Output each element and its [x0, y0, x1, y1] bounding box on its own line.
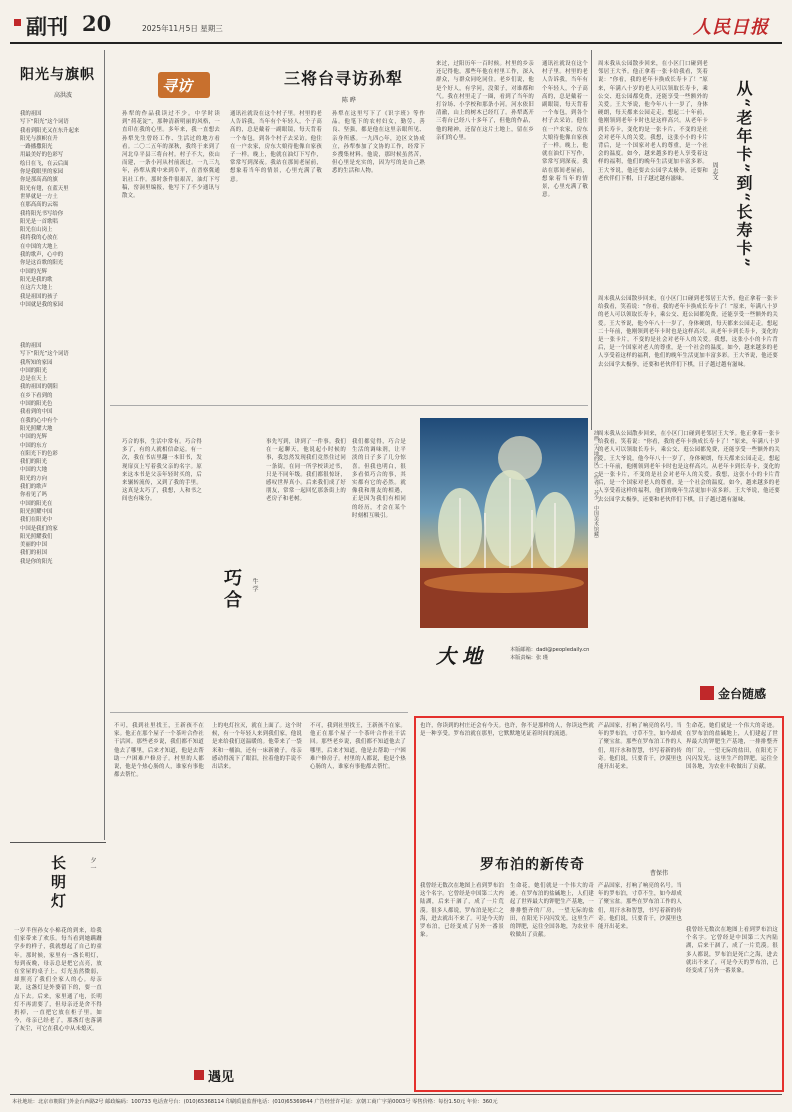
toc-item: 在这片大地上 [20, 285, 53, 292]
column-stamp [700, 683, 780, 705]
bottom-right-article [418, 720, 780, 1088]
toc-item: 我的歌声，心中的 [20, 252, 64, 259]
toc-item: 在那高高的云端 [20, 202, 58, 209]
yujian-text: 遇见 [208, 1070, 235, 1085]
right-intro: 周末我从公园散步回来，在小区门口碰到老邻居王大爷。他正拿着一张卡给我看，笑着说：“你看，我的老年卡换成长寿卡了！”原来，年满八十岁的老人可以领取长寿卡，乘公交、逛公园都免费，还能享受一些额外的关爱。王大爷说，他今年八十一岁了，身体硬朗，每天都来公园走走。想起二十年前，他刚领到老年卡时也是这样高兴。从老年卡到长寿卡，变化的是一张卡片，不变的是社会对老年人的关爱。我想，这张小小的卡片背后，是一个国家对老人的尊重，是一个社会的温度。如今，越来越多的老人享受着这样的福利，他们的晚年生活更加丰富多彩。王大爷说，他还要去公园学太极拳，还要和老伙伴们下棋，日子越过越有滋味。 [598, 61, 708, 182]
toc-item: 你是我眼里的家园 [20, 169, 64, 176]
toc-item: 世界就是一方土 [20, 193, 58, 200]
issue-date: 2025年11月5日 星期三 [142, 24, 223, 33]
lbp-author: 曹保伟 [650, 870, 669, 877]
column-badge-text: 寻访 [162, 77, 193, 95]
toc-item: 阳光照耀中国 [20, 508, 53, 515]
toc-list-1 [20, 110, 98, 320]
toc-item: 我将阳光书写给你 [20, 210, 64, 217]
right-column [596, 50, 782, 420]
lbp-col-2: 生命花，她们就是一个伟大的奇迹。在罗布泊的盐碱地上，人们建起了世界最大的钾肥生产基地，一排排整齐的厂房，一望无际的盐田，在阳光下闪闪发光。这里生产的钾肥，运往全国各地，为农业丰收做出了贡献。 [510, 883, 594, 939]
toc-list-2 [20, 342, 98, 834]
changmingdeng-body: 一岁半侄孙女小棉花的到来，给我们家带来了欢乐。每当看到她蹒跚学步的样子，我就想起了自己的童年。那时候，家里有一盏长明灯，每到夜晚，母亲总是把它点亮，放在堂屋的桌子上。灯光虽然微弱，却照亮了我们全家人的心。母亲说，这盏灯是外婆留下的，要一直点下去。后来，家里通了电，长明灯不再需要了，但母亲还是舍不得扔掉，一直把它放在柜子里。如今，母亲已经老了，那盏灯也落满了灰尘，可它在我心中从未熄灭。 [14, 928, 102, 1033]
toc-item: 中国的阳光在 [20, 500, 53, 507]
toc-item: 中国的光辉 [20, 434, 47, 441]
toc-item: 阳光照耀我们 [20, 533, 53, 540]
toc-item: 在我的心中有个 [20, 417, 58, 424]
toc-item: 我看到阳光又在东升起来 [20, 127, 80, 134]
qiaohe-col-1: 巧合的事，生活中常有。巧合得多了，有的人就相信命运。有一次，我在书店里翻一本旧书，发现扉页上写着我父亲的名字。原来这本书是父亲年轻时买的，后来辗转流传，又到了我的手里。这真是太巧了，我想，人和书之间也有缘分。 [122, 439, 202, 503]
article-author: 陈 晔 [342, 97, 356, 104]
lbp-col-3: 产品国家，打响了响亮的名号。当年的罗布泊，寸草不生，如今却成了聚宝盆。那些在罗布泊工作的人们，用汗水和智慧，书写着新的传奇。他们说，只要肯干，沙漠里也能开出花来。 [598, 883, 682, 931]
column-name: 金台随感 [718, 687, 767, 701]
right-body-lower: 周末我从公园散步回来，在小区门口碰到老邻居王大爷。他正拿着一张卡给我看，笑着说：“你看，我的老年卡换成长寿卡了！”原来，年满八十岁的老人可以领取长寿卡，乘公交、逛公园都免费，还能享受一些额外的关爱。王大爷说，他今年八十一岁了，身体硬朗，每天都来公园走走。想起二十年前，他刚领到老年卡时也是这样高兴。从老年卡到长寿卡，变化的是一张卡片，不变的是社会对老年人的关爱。我想，这张小小的卡片背后，是一个国家对老人的尊重，是一个社会的温度。如今，越来越多的老人享受着这样的福利，他们的晚年生活更加丰富多彩。王大爷说，他还要去公园学太极拳，还要和老伙伴们下棋，日子越过越有滋味。 [598, 431, 780, 503]
left-title: 阳光与旗帜 [20, 67, 95, 83]
painting-caption: 油画《大地的风》（作者：苏少，中国美术馆藏） [593, 430, 599, 542]
toc-item: 中国就是我的家园 [20, 301, 64, 308]
article-col-1: 孙犁的作品我读过不少。中学时读到“荷花淀”，那种清新明丽的风格，一直印在我的心里。多年来，我一直想去孙犁先生曾经工作、生活过的地方看看。二〇二五年的深秋，我终于来到了河北阜平县三将台村。村子不大，依山而建，一条小河从村前流过。一九三九年，孙犁从冀中来到阜平，在晋察冀通讯社工作。那时条件很艰苦，油灯下写稿，窑洞里编报，他写下了不少通讯与散文。 [122, 111, 220, 200]
lbp-col-mid-top: 产品国家，打响了响亮的名号。当年的罗布泊，寸草不生，如今却成了聚宝盆。那些在罗布泊工作的人们，用汗水和智慧，书写着新的传奇。他们说，只要肯干，沙漠里也能开出花来。 [598, 723, 682, 771]
article-col-3: 孙犁在这里写下了《识字班》等作品。他笔下的农村妇女，勤劳、善良、坚强，都是他在这里亲眼所见、亲身所感。一九四○年，边区文协成立，孙犁参加了文协的工作，经常下乡搜集材料。他说，那时候虽然苦，但心里是充实的，因为写的是自己熟悉的生活和人物。 [332, 111, 425, 175]
toc-item: 中国的阳光 [20, 367, 47, 374]
bottom-mid-article [110, 718, 408, 1090]
toc-item: 在阳光下的色彩 [20, 450, 58, 457]
toc-item: 中国的阳光色 [20, 401, 53, 408]
yujian-logo [194, 1066, 250, 1084]
toc-item: 我是祖国的孩子 [20, 293, 58, 300]
toc-item: 一路播撒阳光 [20, 144, 53, 151]
toc-item: 我们的阳光 [20, 459, 47, 466]
lbp-col-right-top: 生命花，她们就是一个伟大的奇迹。在罗布泊的盐碱地上，人们建起了世界最大的钾肥生产基地，一排排整齐的厂房，一望无际的盐田，在阳光下闪闪发光。这里生产的钾肥，运往全国各地，为农业丰收做出了贡献。 [686, 723, 778, 771]
toc-item: 写下“阳光”这个词语 [20, 119, 69, 126]
toc-item: 你是那高高的旗 [20, 177, 58, 184]
qiaohe-author: 牛 学 [251, 578, 258, 592]
toc-item: 我所知的家园 [20, 359, 53, 366]
top-article [110, 50, 590, 400]
dadi-title: 大地 [436, 644, 488, 668]
toc-item: 写下“阳光”这个词语 [20, 351, 69, 358]
lbp-col-1: 我曾经无数次在地图上看到罗布泊这个名字。它曾经是中国第二大内陆湖，后来干涸了，成了一片荒漠。很多人都说，罗布泊是死亡之海，进去就出不来了。可是今天的罗布泊，已经变成了另外一番景象。 [420, 883, 504, 939]
toc-item: 我是你的阳光 [20, 558, 53, 565]
lbp-col-4: 我曾经无数次在地图上看到罗布泊这个名字。它曾经是中国第二大内陆湖，后来干涸了，成了一片荒漠。很多人都说，罗布泊是死亡之海，进去就出不来了。可是今天的罗布泊，已经变成了另外一番景象。 [686, 927, 778, 975]
page-footer: 本社地址：北京市朝阳门外金台西路2号 邮政编码：100733 电话查号台：(010)65368114 印刷质量监督电话：(010)65369844 广告经营许可证：京朝工商广字第0003号 零售价格：每份1.50元 年价：360元 [12, 1099, 498, 1105]
toc-item: 阳光是我的歌 [20, 276, 53, 283]
qiaohe-col-3: 我们都觉得，巧合是生活的调味剂，让平淡的日子多了几分惊喜。但我也明白，很多看似巧合的事，其实都有它的必然。就像我和朋友的相遇，正是因为我们有相同的经历，才会在某个时刻相互吸引。 [352, 439, 406, 519]
toc-item: 我的祖国的朝阳 [20, 384, 58, 391]
toc-item: 你是这首歌的阳光 [20, 260, 64, 267]
toc-item: 阳光是一首歌唱 [20, 218, 58, 225]
yujian-square-icon [194, 1070, 204, 1080]
qiaohe-col-2: 事先写到，讲到了一件事。我们在一起聊天，他说起小时候的事，我忽然发现我们竟然住过同一条街，在同一所学校读过书，只是不同年级。我们都很惊讶，感叹世界真小。后来我们成了好朋友，常常一起回忆那条街上的老房子和老树。 [266, 439, 346, 503]
bottom-mid-col-1: 不可，我到社里找王，王新孩不在家。他正在那个屋子一个茶叶合作社干活回。那些老乡说，我们都不知道他去了哪里，后来才知道，他是去帮助一户困难户修房子。村里的人都说，他是个热心肠的人，谁家有事他都去帮忙。 [114, 723, 204, 779]
toc-item: 我的祖国 [20, 343, 42, 349]
article-col-2: 通讯社就设在这个村子里。村里的老人告诉我，当年有个年轻人，个子高高的，总是戴着一副眼镜，每天背着一个布包，到各个村子去采访。他住在一户农家，房东大娘待他像自家孩子一样。晚上，他就在油灯下写作，常常写到深夜。我站在那间老屋前，想象着当年的情景，心里充满了敬意。 [230, 111, 322, 183]
right-body: 周末我从公园散步回来，在小区门口碰到老邻居王大爷。他正拿着一张卡给我看，笑着说：“你看，我的老年卡换成长寿卡了！”原来，年满八十岁的老人可以领取长寿卡，乘公交、逛公园都免费，还能享受一些额外的关爱。王大爷说，他今年八十一岁了，身体硬朗，每天都来公园走走。想起二十年前，他刚领到老年卡时也是这样高兴。从老年卡到长寿卡，变化的是一张卡片，不变的是社会对老年人的关爱。我想，这张小小的卡片背后，是一个国家对老人的尊重，是一个社会的温度。如今，越来越多的老人享受着这样的福利，他们的晚年生活更加丰富多彩。王大爷说，他还要去公园学太极拳，还要和老伙伴们下棋，日子越过越有滋味。 [598, 296, 778, 368]
toc-item: 阳光与旗帜在升 [20, 135, 58, 142]
toc-item: 在乡下看到的 [20, 392, 53, 399]
left-author: 高洪波 [54, 92, 73, 99]
left-column [12, 54, 98, 839]
editor-info [510, 646, 590, 662]
masthead-logo: 人民日报 [693, 17, 769, 38]
toc-item: 美丽的中国 [20, 542, 47, 549]
changmingdeng-title: 长明灯 [49, 855, 67, 912]
bottom-mid-col-2: 上的电灯拉灭，就在上面了。这个时候，有一个年轻人来到我们家，他说是来给我们送温暖的。他带来了一袋米和一桶油，还有一床新被子。母亲感动得流下了眼泪，拉着他的手说不出话来。 [212, 723, 302, 771]
toc-item: 阳光照耀大地 [20, 425, 53, 432]
bottom-left-article [12, 845, 104, 1090]
toc-item: 中国的光辉 [20, 268, 47, 275]
right-title-line-1: 从“老年卡”到“长寿卡” [734, 80, 753, 269]
painting [420, 418, 588, 628]
header-square-icon [14, 19, 21, 26]
changmingdeng-author: 夕 一 [89, 857, 96, 871]
painting-image [420, 418, 588, 628]
page-number: 20 [82, 11, 112, 36]
toc-item: 绘日在飞，在云后面 [20, 160, 69, 167]
toc-item: 中国的大地 [20, 467, 47, 474]
toc-item: 中国的东方 [20, 442, 47, 449]
toc-item: 总是在天上 [20, 376, 47, 383]
toc-item: 阳光的方向 [20, 475, 47, 482]
toc-item: 我看到的中国 [20, 409, 53, 416]
toc-item: 阳光有翅，在蓝天里 [20, 185, 69, 192]
editor-name: 本版责编：张 瑾 [510, 655, 548, 661]
section-label: 副刊 [26, 14, 68, 39]
toc-item: 你看见了吗 [20, 492, 47, 499]
right-author: 周志文 [711, 162, 718, 180]
bottom-mid-col-3: 不可，我到社里找王，王新孩不在家。他正在那个屋子一个茶叶合作社干活回。那些老乡说，我们都不知道他去了哪里，后来才知道，他是去帮助一户困难户修房子。村里的人都说，他是个热心肠的人，谁家有事他都去帮忙。 [310, 723, 406, 771]
toc-item: 阳光在山岗上 [20, 227, 53, 234]
toc-item: 我们在阳光中 [20, 517, 53, 524]
stamp-icon [700, 686, 714, 700]
editor-email: 本版邮箱：dadi@peopledaily.cn [510, 647, 590, 653]
page-header [10, 10, 782, 46]
article-col-4: 来过，过阳历年一百时候。村里的乡亲还记得他，那些年他在村里工作，深入群众，与群众同吃同住。老乡们说，他是个好人，有学问，没架子，对谁都和气。我在村里走了一圈，看到了当年的打谷场、小学校和那条小河。河水依旧清澈，山上的树木已经红了。孙犁离开三将台已经八十多年了，但他的作品，他的精神，还留在这片土地上，留在乡亲们的心里。 [436, 61, 534, 141]
toc-item: 用最美好的色彩写 [20, 152, 64, 159]
toc-item: 我将我的心放在 [20, 235, 58, 242]
toc-item: 我的祖国 [20, 111, 42, 117]
lbp-intro: 也许，你读到的村庄还会有今天。也许，你不是那样的人，你读这些就是一种享受。罗布泊就在那里，它默默地见证着时间的流逝。 [420, 723, 594, 738]
article-col-5: 通讯社就设在这个村子里。村里的老人告诉我，当年有个年轻人，个子高高的，总是戴着一副眼镜，每天背着一个布包，到各个村子去采访。他住在一户农家，房东大娘待他像自家孩子一样。晚上，他就在油灯下写作，常常写到深夜。我站在那间老屋前，想象着当年的情景，心里充满了敬意。 [542, 61, 588, 199]
toc-item: 中国是我们的家 [20, 525, 58, 532]
toc-item: 我们的祖国 [20, 550, 47, 557]
toc-item: 我们的歌声 [20, 484, 47, 491]
lbp-title: 罗布泊的新传奇 [480, 857, 585, 873]
toc-item: 在中国的大地上 [20, 243, 58, 250]
article-title: 三将台寻访孙犁 [284, 69, 404, 88]
qiaohe-title: 巧合 [221, 568, 242, 612]
